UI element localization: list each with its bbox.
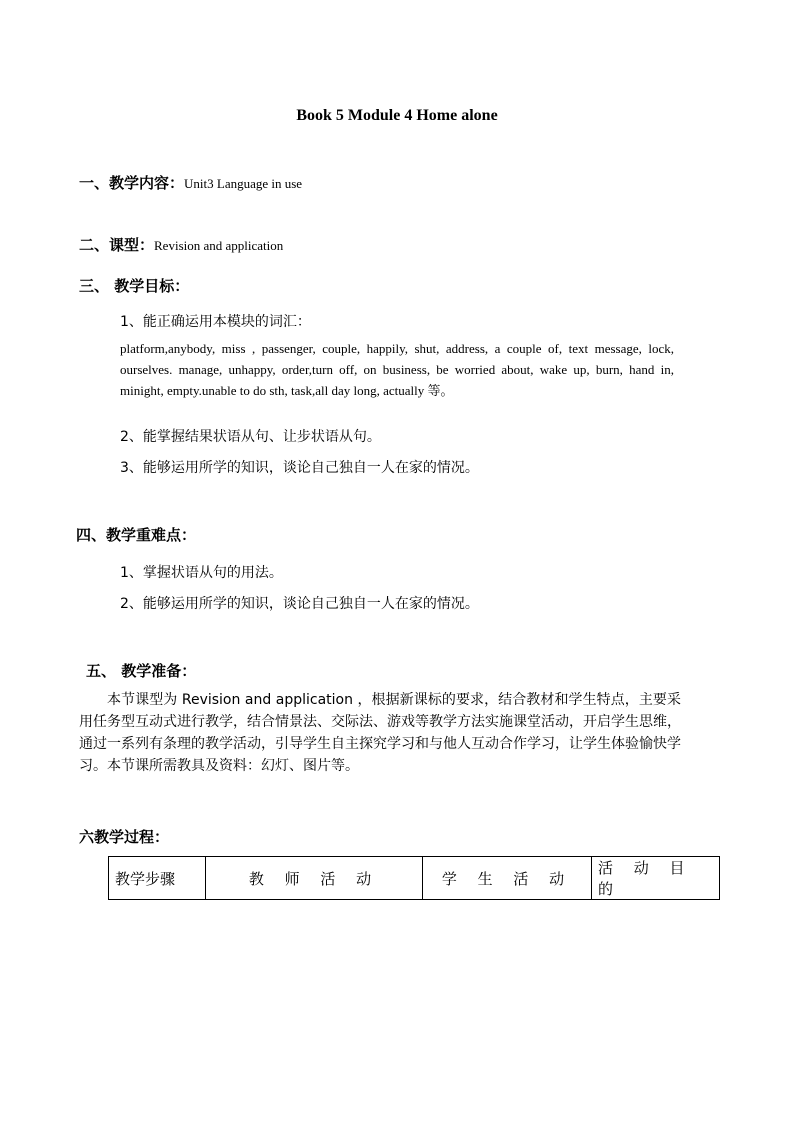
section-key-points: 四、教学重难点： <box>76 526 197 544</box>
section-lesson-type <box>79 234 283 255</box>
table-header-cell: 学 生 活 动 <box>423 857 592 900</box>
table-header-row <box>109 857 720 900</box>
table-header-cell: 教 师 活 动 <box>206 857 423 900</box>
table-header-cell: 教学步骤 <box>109 857 206 900</box>
section-teaching-goals: 三、 教学目标： <box>79 277 190 295</box>
section-value: Unit3 Language in use <box>184 176 303 191</box>
document-title: Book 5 Module 4 Home alone <box>296 107 498 124</box>
process-table <box>108 856 720 900</box>
table-header-cell: 活 动 目 的 <box>592 857 720 900</box>
key-point-item-1: 1、掌握状语从句的用法。 <box>120 565 283 581</box>
goal-item-1: 1、能正确运用本模块的词汇： <box>120 314 311 330</box>
section-value: Revision and application <box>154 238 284 253</box>
goal-item-3: 3、能够运用所学的知识，谈论自己独自一人在家的情况。 <box>120 460 479 476</box>
section-process: 六教学过程： <box>79 828 170 846</box>
key-point-item-2: 2、能够运用所学的知识，谈论自己独自一人在家的情况。 <box>120 596 479 612</box>
vocabulary-list: platform,anybody, miss , passenger, couple, happily, shut, address, a couple of, text message, lock, ourselves. manage, unhappy, order,turn off, on business, be worried about, wake up, burn, hand in, minight, empty.unable to do sth, task,all day long, actually 等。 <box>120 341 674 398</box>
section-label: 一、教学内容： <box>79 174 185 192</box>
goal-item-2: 2、能掌握结果状语从句、让步状语从句。 <box>120 429 381 445</box>
section-preparation: 五、 教学准备： <box>86 662 197 680</box>
section-teaching-content <box>79 172 302 193</box>
preparation-paragraph: 本节课型为 Revision and application ，根据新课标的要求，结合教材和学生特点，主要采用任务型互动式进行教学，结合情景法、交际法、游戏等教学方法实施课堂活动，开启学生思维，通过一系列有条理的教学活动，引导学生自主探究学习和与他人互动合作学习，让学生体验愉快学习。本节课所需教具及资料：幻灯、图片等。 <box>79 692 681 774</box>
section-label: 二、课型： <box>79 236 155 254</box>
